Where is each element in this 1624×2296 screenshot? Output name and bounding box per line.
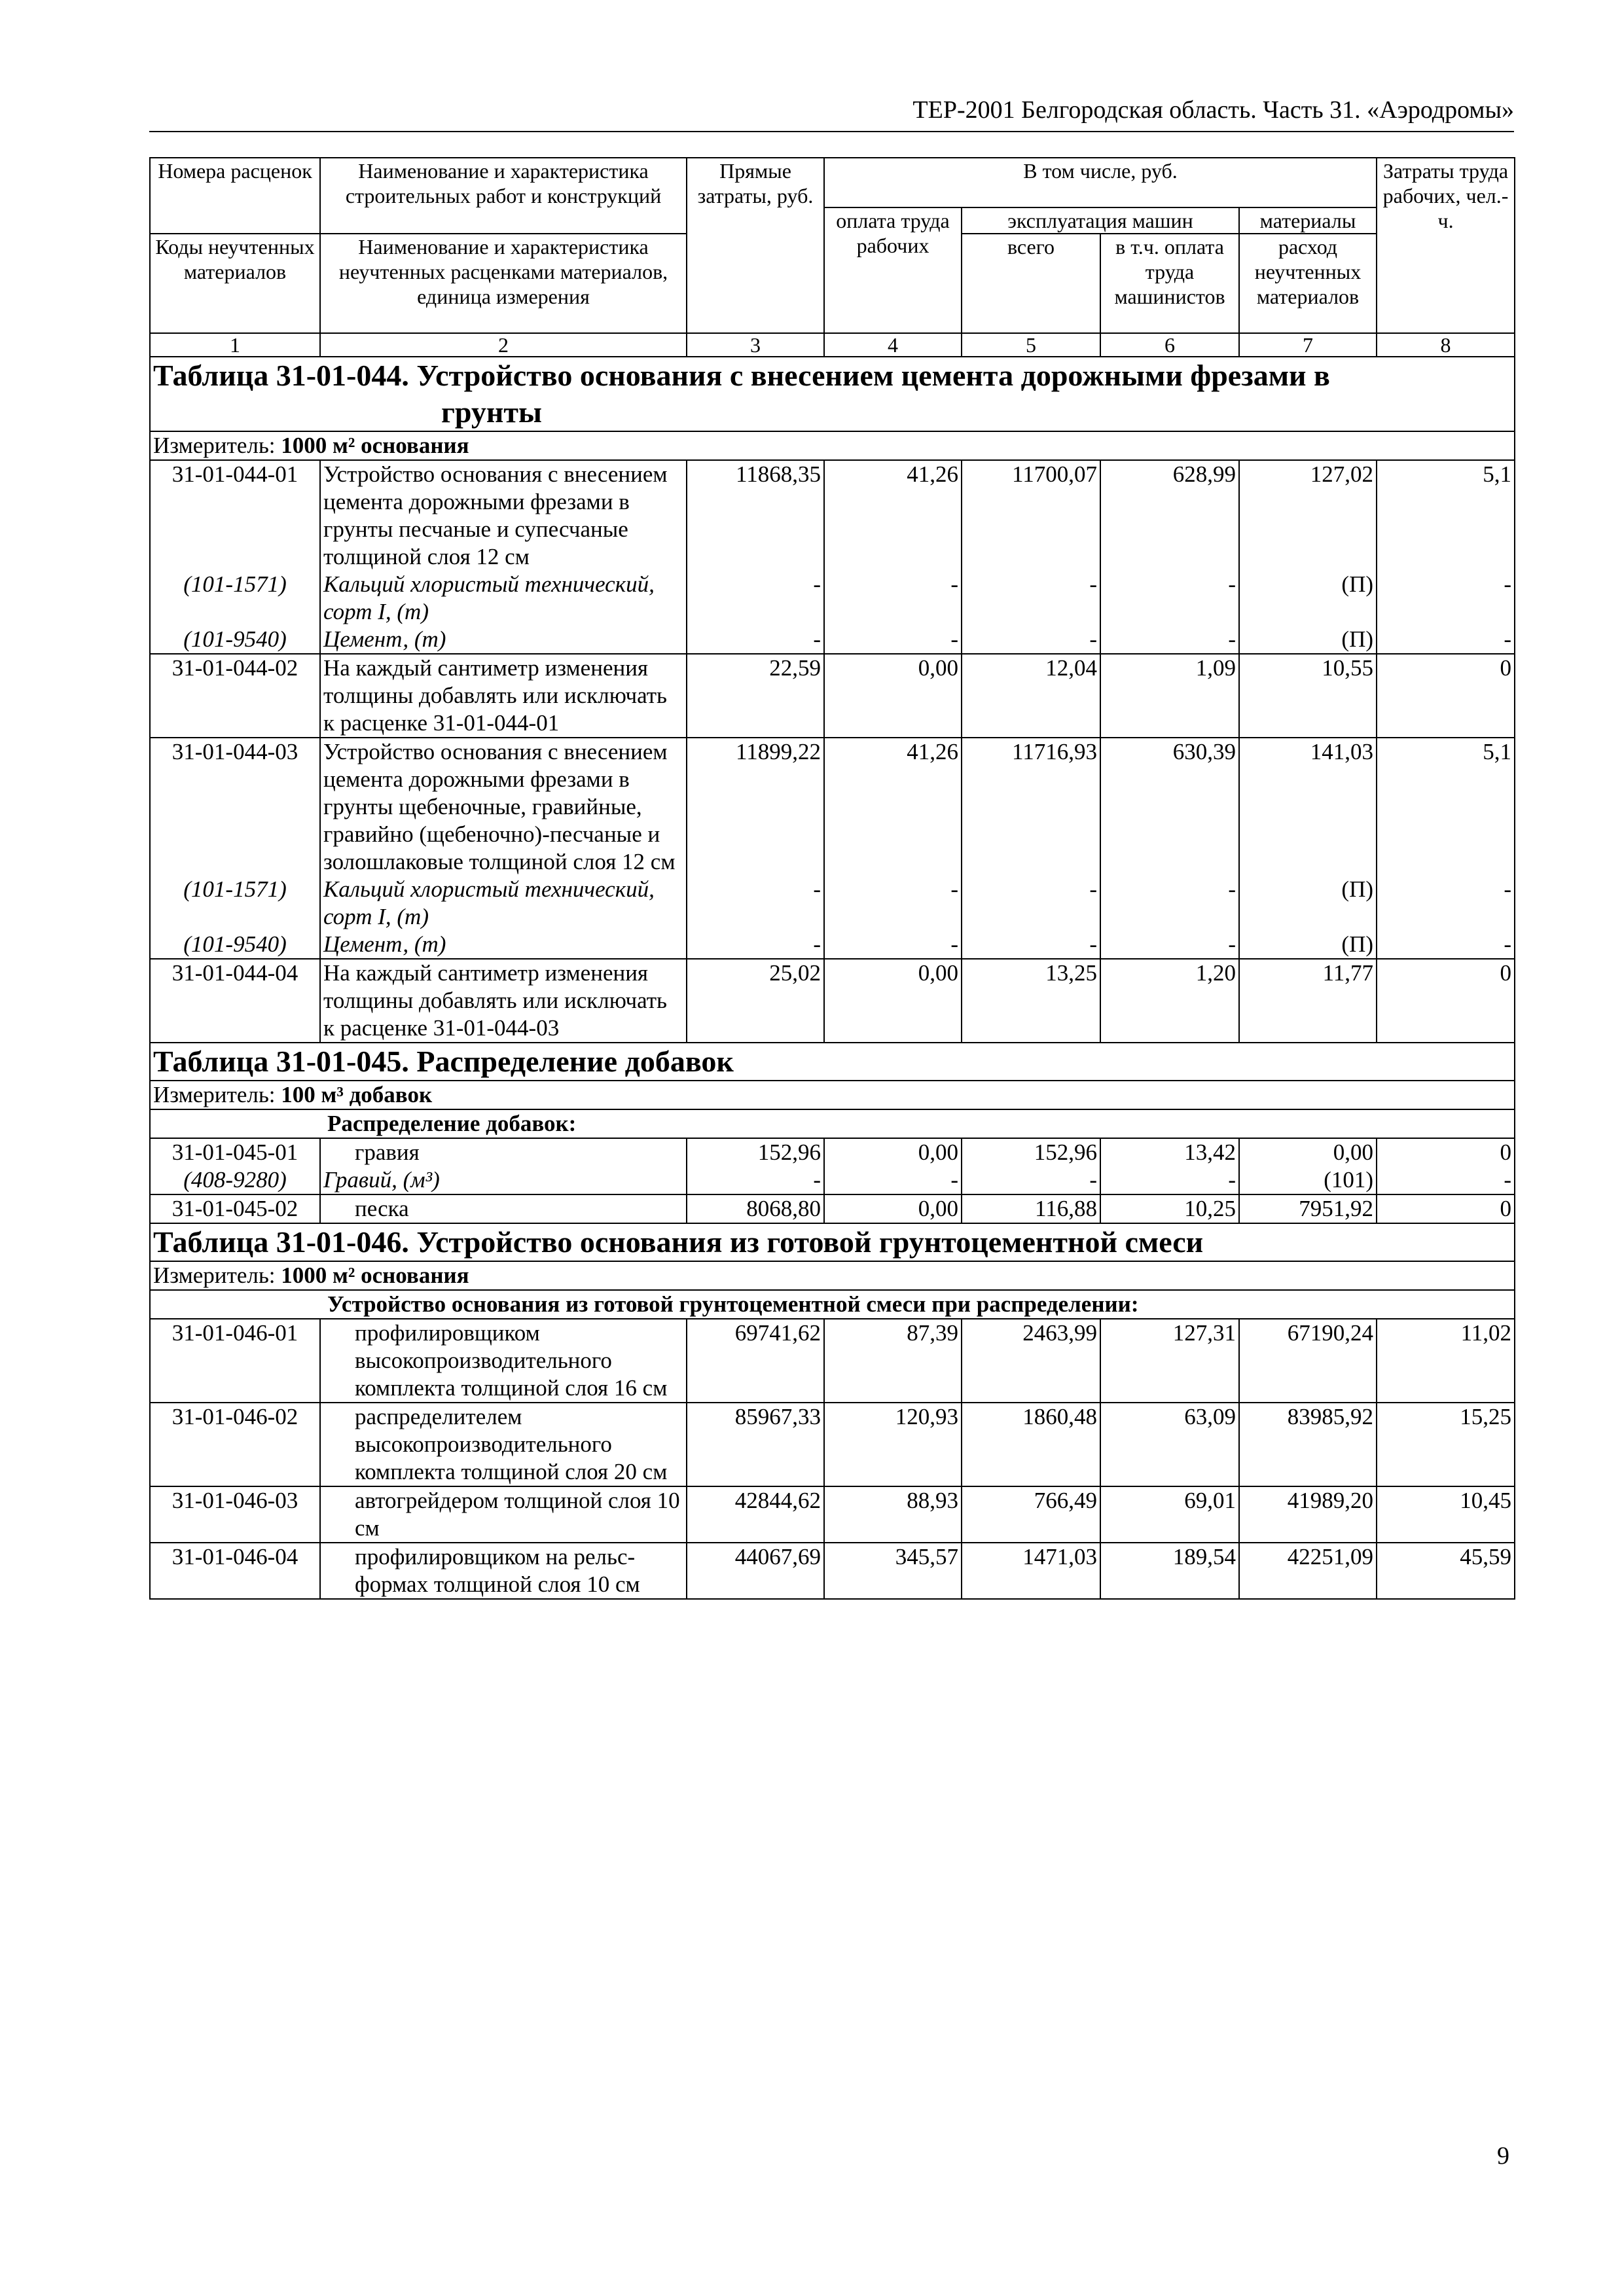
- col4-header: оплата труда рабочих: [824, 207, 962, 333]
- work-name: профилировщиком на рельс-формах толщиной слоя 10 см: [320, 1543, 687, 1599]
- rate-code: 31-01-046-04: [150, 1543, 320, 1599]
- value-c4: 0,00: [824, 654, 962, 738]
- column-number: 8: [1377, 333, 1515, 357]
- value-c5: 13,25: [962, 959, 1100, 1043]
- rate-row: [150, 654, 1515, 738]
- material-row: [150, 876, 1515, 931]
- value-c3: -: [687, 876, 824, 931]
- material-name: Гравий, (м³): [320, 1166, 687, 1194]
- value-c6: -: [1100, 626, 1239, 654]
- value-c6: -: [1100, 876, 1239, 931]
- value-c6: 630,39: [1100, 738, 1239, 876]
- value-c4: 345,57: [824, 1543, 962, 1599]
- value-c6: 1,20: [1100, 959, 1239, 1043]
- value-c8: 5,1: [1377, 738, 1515, 876]
- machines-header: эксплуатация машин: [962, 207, 1239, 234]
- value-c3: -: [687, 1166, 824, 1194]
- rate-code: 31-01-046-03: [150, 1486, 320, 1543]
- value-c8: 0: [1377, 654, 1515, 738]
- value-c3: 22,59: [687, 654, 824, 738]
- value-c7: (П): [1239, 931, 1377, 959]
- value-c3: 44067,69: [687, 1543, 824, 1599]
- value-c3: 42844,62: [687, 1486, 824, 1543]
- table-045-measure: [150, 1081, 1515, 1109]
- measure-value: 1000 м² основания: [281, 433, 469, 458]
- measure-label: Измеритель:: [153, 1082, 276, 1107]
- value-c7: 11,77: [1239, 959, 1377, 1043]
- value-c6: -: [1100, 1166, 1239, 1194]
- value-c8: -: [1377, 931, 1515, 959]
- value-c6: 127,31: [1100, 1319, 1239, 1403]
- table-045-measure-row: [150, 1081, 1515, 1109]
- table-044-measure: [150, 431, 1515, 460]
- column-number: 3: [687, 333, 824, 357]
- value-c3: 152,96: [687, 1138, 824, 1166]
- value-c5: -: [962, 571, 1100, 626]
- value-c3: -: [687, 626, 824, 654]
- value-c6: 13,42: [1100, 1138, 1239, 1166]
- rate-row: [150, 738, 1515, 876]
- value-c4: 120,93: [824, 1403, 962, 1486]
- value-c6: 63,09: [1100, 1403, 1239, 1486]
- work-name: Устройство основания с внесением цемента дорожными фрезами в грунты щебеночные, гравийные, гравийно (щебеночно)-песчаные и золошлаковые толщиной слоя 12 см: [320, 738, 687, 876]
- material-code: (101-1571): [150, 571, 320, 626]
- rate-code: 31-01-044-04: [150, 959, 320, 1043]
- value-c6: 628,99: [1100, 460, 1239, 571]
- material-code: (101-9540): [150, 626, 320, 654]
- value-c4: 41,26: [824, 460, 962, 571]
- value-c6: 189,54: [1100, 1543, 1239, 1599]
- material-name: Цемент, (т): [320, 626, 687, 654]
- table-044-title-line1: Таблица 31-01-044. Устройство основания с внесением цемента дорожными фрезами в: [153, 359, 1330, 392]
- work-name: Устройство основания с внесением цемента дорожными фрезами в грунты песчаные и супесчаные толщиной слоя 12 см: [320, 460, 687, 571]
- value-c8: 15,25: [1377, 1403, 1515, 1486]
- value-c7: 0,00: [1239, 1138, 1377, 1166]
- rate-row: [150, 1486, 1515, 1543]
- column-number: 4: [824, 333, 962, 357]
- value-c7: 83985,92: [1239, 1403, 1377, 1486]
- col3-header: Прямые затраты, руб.: [687, 158, 824, 333]
- col5-header: всего: [962, 234, 1100, 333]
- table-046-subheading-row: [150, 1290, 1515, 1319]
- value-c3: 85967,33: [687, 1403, 824, 1486]
- value-c7: 127,02: [1239, 460, 1377, 571]
- value-c5: 1860,48: [962, 1403, 1100, 1486]
- column-number: 1: [150, 333, 320, 357]
- col6-header: в т.ч. оплата труда машинистов: [1100, 234, 1239, 333]
- value-c7: (101): [1239, 1166, 1377, 1194]
- rate-code: 31-01-046-02: [150, 1403, 320, 1486]
- value-c3: 25,02: [687, 959, 824, 1043]
- value-c3: 8068,80: [687, 1194, 824, 1223]
- work-name: гравия: [320, 1138, 687, 1166]
- value-c5: 2463,99: [962, 1319, 1100, 1403]
- value-c8: -: [1377, 571, 1515, 626]
- table-045-subheading: Распределение добавок:: [150, 1109, 1515, 1138]
- material-row: [150, 571, 1515, 626]
- value-c6: -: [1100, 931, 1239, 959]
- rate-row: [150, 1138, 1515, 1166]
- work-name: профилировщиком высокопроизводительного комплекта толщиной слоя 16 см: [320, 1319, 687, 1403]
- value-c8: 0: [1377, 1194, 1515, 1223]
- material-name: Цемент, (т): [320, 931, 687, 959]
- col2-top-header: Наименование и характеристика строительных работ и конструкций: [320, 158, 687, 234]
- column-number: 6: [1100, 333, 1239, 357]
- page-header: ТЕР-2001 Белгородская область. Часть 31. «Аэродромы»: [149, 92, 1514, 132]
- value-c8: -: [1377, 1166, 1515, 1194]
- value-c6: 10,25: [1100, 1194, 1239, 1223]
- value-c4: 88,93: [824, 1486, 962, 1543]
- rate-row: [150, 1319, 1515, 1403]
- value-c7: 141,03: [1239, 738, 1377, 876]
- value-c8: 0: [1377, 1138, 1515, 1166]
- rate-code: 31-01-045-02: [150, 1194, 320, 1223]
- value-c5: -: [962, 626, 1100, 654]
- work-name: автогрейдером толщиной слоя 10 см: [320, 1486, 687, 1543]
- value-c5: 116,88: [962, 1194, 1100, 1223]
- value-c6: 1,09: [1100, 654, 1239, 738]
- rate-row: [150, 1194, 1515, 1223]
- work-name: песка: [320, 1194, 687, 1223]
- value-c3: 11868,35: [687, 460, 824, 571]
- value-c7: (П): [1239, 571, 1377, 626]
- value-c8: -: [1377, 876, 1515, 931]
- table-044-title: [150, 357, 1515, 431]
- value-c5: -: [962, 1166, 1100, 1194]
- work-name: На каждый сантиметр изменения толщины добавлять или исключать к расценке 31-01-044-03: [320, 959, 687, 1043]
- table-044-measure-row: [150, 431, 1515, 460]
- value-c5: 1471,03: [962, 1543, 1100, 1599]
- value-c5: 11716,93: [962, 738, 1100, 876]
- material-name: Кальций хлористый технический, сорт I, (т): [320, 876, 687, 931]
- value-c4: 87,39: [824, 1319, 962, 1403]
- value-c8: 5,1: [1377, 460, 1515, 571]
- page-number: 9: [1497, 2142, 1509, 2170]
- rate-code: 31-01-044-01: [150, 460, 320, 571]
- material-row: [150, 1166, 1515, 1194]
- value-c4: -: [824, 931, 962, 959]
- work-name: распределителем высокопроизводительного комплекта толщиной слоя 20 см: [320, 1403, 687, 1486]
- table-046-body: [150, 1319, 1515, 1599]
- value-c6: -: [1100, 571, 1239, 626]
- value-c8: 11,02: [1377, 1319, 1515, 1403]
- value-c4: 0,00: [824, 1194, 962, 1223]
- value-c8: 10,45: [1377, 1486, 1515, 1543]
- measure-value: 100 м³ добавок: [281, 1082, 433, 1107]
- material-code: (101-1571): [150, 876, 320, 931]
- table-045-body: [150, 1138, 1515, 1223]
- rate-row: [150, 1403, 1515, 1486]
- table-045-title: Таблица 31-01-045. Распределение добавок: [150, 1043, 1515, 1081]
- rate-code: 31-01-046-01: [150, 1319, 320, 1403]
- table-044-title-line2: грунты: [441, 395, 542, 429]
- value-c4: 41,26: [824, 738, 962, 876]
- materials-header: материалы: [1239, 207, 1377, 234]
- table-046-measure: [150, 1261, 1515, 1290]
- table-046-subheading: Устройство основания из готовой грунтоцементной смеси при распределении:: [150, 1290, 1515, 1319]
- value-c5: -: [962, 931, 1100, 959]
- table-046-title: Таблица 31-01-046. Устройство основания из готовой грунтоцементной смеси: [150, 1223, 1515, 1261]
- measure-value: 1000 м² основания: [281, 1263, 469, 1288]
- including-header: В том числе, руб.: [824, 158, 1377, 207]
- col1-bottom-header: Коды неучтенных материалов: [150, 234, 320, 333]
- column-numbers: [150, 333, 1515, 357]
- value-c7: 10,55: [1239, 654, 1377, 738]
- value-c3: -: [687, 571, 824, 626]
- value-c4: -: [824, 876, 962, 931]
- value-c6: 69,01: [1100, 1486, 1239, 1543]
- value-c4: -: [824, 571, 962, 626]
- value-c4: -: [824, 1166, 962, 1194]
- value-c7: (П): [1239, 626, 1377, 654]
- header-row-1: [150, 158, 1515, 207]
- value-c7: 41989,20: [1239, 1486, 1377, 1543]
- table-044-body: [150, 460, 1515, 1043]
- column-number: 7: [1239, 333, 1377, 357]
- col7-header: расход неучтенных материалов: [1239, 234, 1377, 333]
- table-046-title-row: [150, 1223, 1515, 1261]
- material-code: (408-9280): [150, 1166, 320, 1194]
- value-c3: -: [687, 931, 824, 959]
- value-c8: 0: [1377, 959, 1515, 1043]
- rate-code: 31-01-044-02: [150, 654, 320, 738]
- value-c5: 12,04: [962, 654, 1100, 738]
- table-046-measure-row: [150, 1261, 1515, 1290]
- value-c7: 67190,24: [1239, 1319, 1377, 1403]
- table-045-title-row: [150, 1043, 1515, 1081]
- col8-header: Затраты труда рабочих, чел.-ч.: [1377, 158, 1515, 333]
- value-c5: 152,96: [962, 1138, 1100, 1166]
- rate-code: 31-01-044-03: [150, 738, 320, 876]
- value-c3: 69741,62: [687, 1319, 824, 1403]
- measure-label: Измеритель:: [153, 1263, 276, 1288]
- column-number: 2: [320, 333, 687, 357]
- col2-bottom-header: Наименование и характеристика неучтенных расценками материалов, единица измерения: [320, 234, 687, 333]
- value-c3: 11899,22: [687, 738, 824, 876]
- rate-row: [150, 959, 1515, 1043]
- rate-row: [150, 460, 1515, 571]
- work-name: На каждый сантиметр изменения толщины добавлять или исключать к расценке 31-01-044-01: [320, 654, 687, 738]
- value-c5: -: [962, 876, 1100, 931]
- value-c7: (П): [1239, 876, 1377, 931]
- table-044-title-row: [150, 357, 1515, 431]
- column-number: 5: [962, 333, 1100, 357]
- value-c4: 0,00: [824, 959, 962, 1043]
- value-c7: 7951,92: [1239, 1194, 1377, 1223]
- material-code: (101-9540): [150, 931, 320, 959]
- table-045-subheading-row: [150, 1109, 1515, 1138]
- material-row: [150, 931, 1515, 959]
- value-c4: -: [824, 626, 962, 654]
- rates-table: [149, 157, 1515, 1600]
- material-name: Кальций хлористый технический, сорт I, (т): [320, 571, 687, 626]
- value-c4: 0,00: [824, 1138, 962, 1166]
- rate-code: 31-01-045-01: [150, 1138, 320, 1166]
- measure-label: Измеритель:: [153, 433, 276, 458]
- rate-row: [150, 1543, 1515, 1599]
- value-c5: 11700,07: [962, 460, 1100, 571]
- value-c8: 45,59: [1377, 1543, 1515, 1599]
- value-c7: 42251,09: [1239, 1543, 1377, 1599]
- value-c8: -: [1377, 626, 1515, 654]
- value-c5: 766,49: [962, 1486, 1100, 1543]
- col1-top-header: Номера расценок: [150, 158, 320, 234]
- material-row: [150, 626, 1515, 654]
